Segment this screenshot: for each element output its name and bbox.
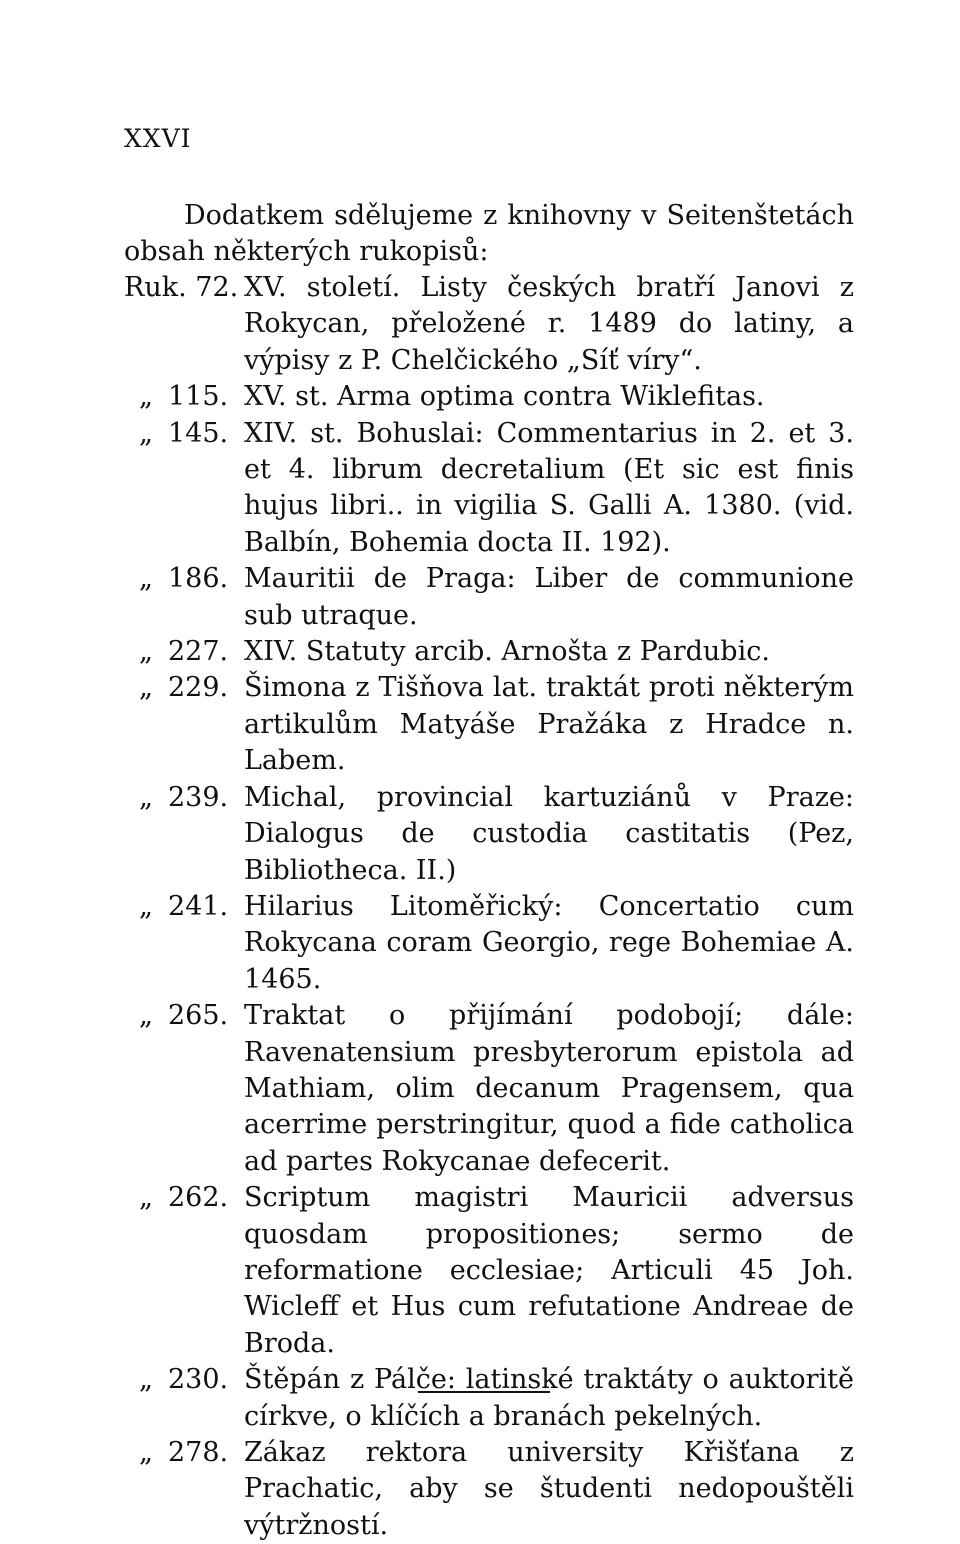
entry-number: 262. — [168, 1182, 229, 1214]
ditto-mark: „ — [139, 636, 153, 668]
manuscript-list — [124, 270, 854, 1544]
entry-prefix — [124, 634, 244, 670]
manuscript-entry — [124, 889, 854, 998]
manuscript-entry — [124, 270, 854, 379]
entry-prefix — [124, 780, 244, 889]
entry-text: Zákaz rektora university Křišťana z Prachatic, aby se študenti nedopouštěli výtržností. — [244, 1437, 854, 1541]
entry-text: Mauritii de Praga: Liber de communione sub utraque. — [244, 563, 854, 631]
ditto-mark: „ — [139, 1364, 153, 1396]
intro-paragraph — [124, 198, 854, 270]
manuscript-entry — [124, 670, 854, 779]
entry-prefix — [124, 998, 244, 1180]
entry-prefix — [124, 416, 244, 562]
entry-prefix — [124, 889, 244, 998]
entry-number: 278. — [168, 1437, 229, 1468]
entry-prefix — [124, 561, 244, 634]
entry-text: Michal, provincial kartuziánů v Praze: Dialogus de custodia castitatis (Pez, Bibliotheca. II.) — [244, 781, 854, 886]
entry-text: Traktat o přijímání podobojí; dále: Ravenatensium presbyterorum epistola ad Mathiam, olim decanum Pragensem, qua acerrime perstringitur, quod a fide catholica ad partes Rokycanae defecerit. — [244, 1000, 854, 1177]
manuscript-entry — [124, 1435, 854, 1544]
ditto-mark: „ — [139, 672, 153, 704]
entry-prefix — [124, 1180, 244, 1362]
entry-number: 115. — [168, 381, 229, 413]
entry-text: Šimona z Tišňova lat. traktát proti některým artikulům Matyáše Pražáka z Hradce n. Labem. — [244, 672, 854, 777]
ditto-mark: „ — [139, 381, 153, 413]
entry-text: XV. století. Listy českých bratří Janovi z Rokycan, přeložené r. 1489 do latiny, a výpisy z P. Chelčického „Síť víry“. — [244, 272, 854, 376]
ditto-mark: „ — [139, 1000, 153, 1032]
entry-number: 241. — [168, 890, 229, 922]
entry-number: 145. — [168, 417, 229, 449]
entry-prefix — [124, 1362, 244, 1435]
manuscript-entry — [124, 1180, 854, 1362]
entry-prefix — [124, 379, 244, 415]
manuscript-entry — [124, 416, 854, 562]
entry-number: 239. — [168, 781, 229, 813]
ditto-mark: „ — [139, 781, 153, 813]
manuscript-entry — [124, 634, 854, 670]
manuscript-entry — [124, 998, 854, 1180]
intro-text: Dodatkem sdělujeme z knihovny v Seitenštetách obsah některých rukopisů: — [124, 200, 854, 267]
manuscript-entry — [124, 561, 854, 634]
entry-prefix — [124, 670, 244, 779]
ditto-mark: „ — [139, 890, 153, 922]
entry-text: Hilarius Litoměřický: Concertatio cum Rokycana coram Georgio, rege Bohemiae A. 1465. — [244, 890, 854, 995]
page-number: XXVI — [124, 124, 192, 153]
ditto-mark: „ — [139, 417, 153, 449]
entry-number: 230. — [168, 1364, 229, 1396]
entry-text: XIV. st. Bohuslai: Commentarius in 2. et 3. et 4. librum decretalium (Et sic est finis hujus libri.. in vigilia S. Galli A. 1380. (vid. Balbín, Bohemia docta II. 192). — [244, 417, 854, 558]
manuscript-entry — [124, 1362, 854, 1435]
entry-prefix — [124, 1435, 244, 1544]
entry-text: Scriptum magistri Mauricii adversus quosdam propositiones; sermo de reformatione ecclesiae; Articuli 45 Joh. Wicleff et Hus cum refutatione Andreae de Broda. — [244, 1182, 854, 1359]
ditto-mark: „ — [139, 1437, 153, 1468]
ditto-mark: „ — [139, 1182, 153, 1214]
closing-rule — [418, 1391, 550, 1393]
entry-label: Ruk. — [124, 272, 187, 303]
entry-text: Štěpán z Pálče: latinské traktáty o auktoritě církve, o klíčích a branách pekelných. — [244, 1364, 854, 1432]
ditto-mark: „ — [139, 563, 153, 595]
entry-text: XV. st. Arma optima contra Wiklefitas. — [244, 381, 765, 413]
entry-number: 229. — [168, 672, 229, 704]
entry-number: 72. — [195, 272, 239, 303]
manuscript-entry — [124, 780, 854, 889]
entry-prefix — [124, 270, 244, 379]
entry-number: 186. — [168, 563, 229, 595]
entry-text: XIV. Statuty arcib. Arnošta z Pardubic. — [244, 636, 770, 668]
entry-number: 265. — [168, 1000, 229, 1032]
entry-number: 227. — [168, 636, 229, 668]
manuscript-entry — [124, 379, 854, 415]
